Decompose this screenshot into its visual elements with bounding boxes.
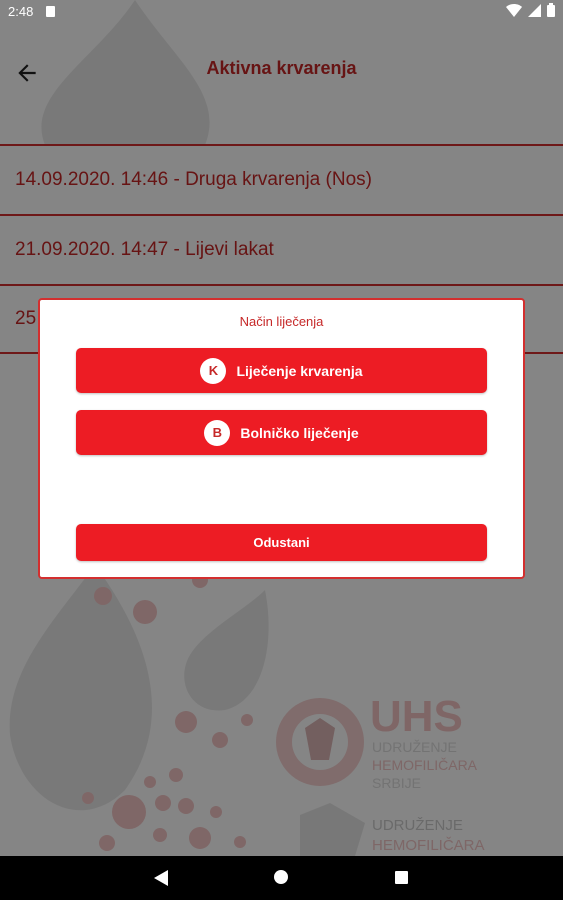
signal-icon — [528, 4, 541, 17]
logo-line-5: HEMOFILIČARA — [372, 837, 485, 854]
logo-line-1: UDRUŽENJE — [372, 739, 457, 755]
nav-recents-icon[interactable] — [395, 871, 408, 884]
sd-card-icon — [46, 6, 55, 17]
status-time: 2:48 — [8, 4, 34, 19]
b-badge-icon: B — [204, 420, 230, 446]
cancel-button[interactable] — [76, 524, 487, 561]
page-title: Aktivna krvarenja — [206, 58, 357, 78]
logo-acronym: UHS — [370, 692, 463, 741]
treatment-dialog — [38, 298, 525, 579]
battery-icon — [547, 3, 555, 17]
logo-line-2: HEMOFILIČARA — [372, 757, 478, 773]
nav-home-icon[interactable] — [274, 870, 288, 884]
list-item[interactable]: 25 — [0, 284, 563, 354]
logo-line-3: SRBIJE — [372, 775, 422, 791]
treat-bleeding-label: Liječenje krvarenja — [236, 362, 363, 379]
k-badge-icon: K — [200, 358, 226, 384]
hospital-treatment-label: Bolničko liječenje — [240, 424, 359, 441]
list-item[interactable]: 14.09.2020. 14:46 - Druga krvarenja (Nos) — [0, 144, 563, 214]
list-item[interactable]: 21.09.2020. 14:47 - Lijevi lakat — [0, 214, 563, 284]
cancel-label: Odustani — [253, 535, 310, 550]
hospital-treatment-button[interactable] — [76, 410, 487, 455]
dialog-title: Način liječenja — [239, 314, 324, 329]
treat-bleeding-button[interactable] — [76, 348, 487, 393]
logo-line-4: UDRUŽENJE — [372, 817, 463, 834]
status-bar — [0, 0, 563, 24]
nav-back-icon[interactable] — [154, 870, 168, 886]
system-nav-bar — [0, 856, 563, 900]
wifi-icon — [506, 4, 522, 17]
